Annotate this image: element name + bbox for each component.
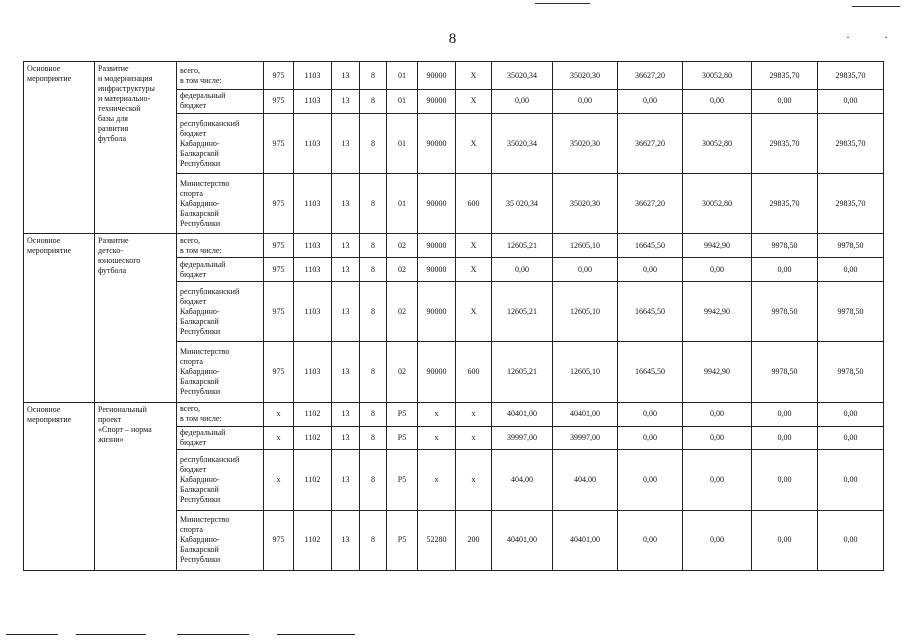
value-cell-v5: 9978,50 xyxy=(752,282,818,342)
table-row xyxy=(24,234,884,258)
value-cell-vr: X xyxy=(456,90,492,114)
value-cell-vr: X xyxy=(456,258,492,282)
scan-mark: · xyxy=(846,30,850,44)
value-cell-v6: 29835,70 xyxy=(818,113,884,173)
value-cell-grbs: х xyxy=(264,450,294,510)
value-cell-c2: 8 xyxy=(360,510,387,570)
value-cell-v1: 35020,34 xyxy=(492,113,553,173)
footer-rule xyxy=(6,634,58,635)
value-cell-v2: 12605,10 xyxy=(553,234,618,258)
value-cell-c2: 8 xyxy=(360,174,387,234)
value-cell-grbs: 975 xyxy=(264,234,294,258)
value-cell-v5: 0,00 xyxy=(752,450,818,510)
value-cell-v3: 0,00 xyxy=(618,426,683,450)
value-cell-v4: 0,00 xyxy=(683,426,752,450)
value-cell-v5: 29835,70 xyxy=(752,62,818,90)
value-cell-vr: X xyxy=(456,282,492,342)
value-cell-v2: 0,00 xyxy=(553,90,618,114)
value-cell-vr: х xyxy=(456,450,492,510)
value-cell-c4: 90000 xyxy=(418,90,456,114)
value-cell-c1: 13 xyxy=(332,174,360,234)
value-cell-c4: 90000 xyxy=(418,234,456,258)
page-number: 8 xyxy=(448,31,457,47)
value-cell-c4: 90000 xyxy=(418,282,456,342)
funding-source-cell: федеральный бюджет xyxy=(177,258,264,282)
value-cell-c2: 8 xyxy=(360,90,387,114)
value-cell-c1: 13 xyxy=(332,90,360,114)
value-cell-rzpr: 1102 xyxy=(294,426,332,450)
funding-source-cell: республиканский бюджет Кабардино- Балкарской Республики xyxy=(177,113,264,173)
value-cell-grbs: 975 xyxy=(264,62,294,90)
table-row xyxy=(24,402,884,426)
value-cell-rzpr: 1103 xyxy=(294,90,332,114)
value-cell-c1: 13 xyxy=(332,402,360,426)
funding-source-cell: всего, в том числе: xyxy=(177,402,264,426)
value-cell-grbs: 975 xyxy=(264,258,294,282)
value-cell-rzpr: 1103 xyxy=(294,62,332,90)
value-cell-v6: 29835,70 xyxy=(818,62,884,90)
value-cell-v5: 9978,50 xyxy=(752,342,818,402)
footer-rule xyxy=(76,634,146,635)
event-name-cell: Развитие и модернизация инфраструктуры и материально- технической базы для развития футбола xyxy=(95,62,177,234)
value-cell-c3: 02 xyxy=(387,258,418,282)
value-cell-c3: 01 xyxy=(387,174,418,234)
value-cell-v2: 40401,00 xyxy=(553,402,618,426)
value-cell-v5: 0,00 xyxy=(752,402,818,426)
value-cell-rzpr: 1102 xyxy=(294,450,332,510)
value-cell-v5: 29835,70 xyxy=(752,174,818,234)
value-cell-v3: 16645,50 xyxy=(618,234,683,258)
value-cell-c3: 02 xyxy=(387,234,418,258)
value-cell-v4: 9942,90 xyxy=(683,342,752,402)
value-cell-v4: 0,00 xyxy=(683,258,752,282)
value-cell-vr: 600 xyxy=(456,174,492,234)
funding-source-cell: всего, в том числе: xyxy=(177,234,264,258)
value-cell-v3: 36627,20 xyxy=(618,62,683,90)
value-cell-v4: 0,00 xyxy=(683,510,752,570)
value-cell-v2: 12605,10 xyxy=(553,282,618,342)
value-cell-v3: 16645,50 xyxy=(618,282,683,342)
value-cell-v4: 30052,80 xyxy=(683,62,752,90)
value-cell-c1: 13 xyxy=(332,342,360,402)
value-cell-grbs: 975 xyxy=(264,90,294,114)
value-cell-v1: 12605,21 xyxy=(492,282,553,342)
value-cell-c2: 8 xyxy=(360,426,387,450)
value-cell-vr: 200 xyxy=(456,510,492,570)
value-cell-c1: 13 xyxy=(332,426,360,450)
value-cell-v5: 0,00 xyxy=(752,90,818,114)
value-cell-v6: 9978,50 xyxy=(818,234,884,258)
value-cell-v6: 0,00 xyxy=(818,258,884,282)
value-cell-v1: 35 020,34 xyxy=(492,174,553,234)
value-cell-v1: 0,00 xyxy=(492,258,553,282)
value-cell-vr: х xyxy=(456,426,492,450)
top-rule xyxy=(535,3,590,4)
footer-rule xyxy=(177,634,249,635)
value-cell-v6: 9978,50 xyxy=(818,342,884,402)
value-cell-v5: 29835,70 xyxy=(752,113,818,173)
value-cell-v2: 35020,30 xyxy=(553,62,618,90)
value-cell-v3: 0,00 xyxy=(618,402,683,426)
value-cell-rzpr: 1103 xyxy=(294,342,332,402)
value-cell-v4: 0,00 xyxy=(683,402,752,426)
event-name-cell: Региональный проект «Спорт – норма жизни» xyxy=(95,402,177,570)
value-cell-c4: х xyxy=(418,426,456,450)
value-cell-v1: 12605,21 xyxy=(492,342,553,402)
scan-mark: · xyxy=(884,30,888,44)
value-cell-c4: 90000 xyxy=(418,258,456,282)
value-cell-v2: 39997,00 xyxy=(553,426,618,450)
value-cell-vr: 600 xyxy=(456,342,492,402)
value-cell-v4: 30052,80 xyxy=(683,113,752,173)
value-cell-v4: 9942,90 xyxy=(683,234,752,258)
value-cell-v4: 0,00 xyxy=(683,90,752,114)
value-cell-vr: X xyxy=(456,62,492,90)
value-cell-c1: 13 xyxy=(332,450,360,510)
value-cell-c4: х xyxy=(418,450,456,510)
value-cell-grbs: 975 xyxy=(264,282,294,342)
value-cell-c2: 8 xyxy=(360,113,387,173)
top-rule xyxy=(852,6,900,7)
value-cell-rzpr: 1103 xyxy=(294,234,332,258)
value-cell-c2: 8 xyxy=(360,402,387,426)
value-cell-v4: 0,00 xyxy=(683,450,752,510)
value-cell-vr: X xyxy=(456,113,492,173)
event-name-cell: Развитие детско- юношеского футбола xyxy=(95,234,177,402)
value-cell-v1: 40401,00 xyxy=(492,402,553,426)
value-cell-grbs: 975 xyxy=(264,510,294,570)
value-cell-v6: 0,00 xyxy=(818,510,884,570)
value-cell-v5: 0,00 xyxy=(752,510,818,570)
value-cell-rzpr: 1103 xyxy=(294,258,332,282)
value-cell-c1: 13 xyxy=(332,282,360,342)
value-cell-c3: 02 xyxy=(387,342,418,402)
event-type-cell: Основное мероприятие xyxy=(24,62,95,234)
value-cell-v1: 39997,00 xyxy=(492,426,553,450)
value-cell-v3: 16645,50 xyxy=(618,342,683,402)
footer-rule xyxy=(277,634,355,635)
funding-source-cell: всего, в том числе: xyxy=(177,62,264,90)
value-cell-v6: 29835,70 xyxy=(818,174,884,234)
value-cell-v3: 0,00 xyxy=(618,90,683,114)
funding-source-cell: федеральный бюджет xyxy=(177,426,264,450)
value-cell-rzpr: 1102 xyxy=(294,510,332,570)
value-cell-c1: 13 xyxy=(332,258,360,282)
value-cell-c4: 90000 xyxy=(418,174,456,234)
value-cell-v3: 36627,20 xyxy=(618,174,683,234)
value-cell-vr: X xyxy=(456,234,492,258)
value-cell-v3: 36627,20 xyxy=(618,113,683,173)
budget-table-body xyxy=(24,62,884,571)
value-cell-v2: 404,00 xyxy=(553,450,618,510)
value-cell-c1: 13 xyxy=(332,62,360,90)
value-cell-grbs: 975 xyxy=(264,113,294,173)
value-cell-grbs: 975 xyxy=(264,342,294,402)
value-cell-v6: 0,00 xyxy=(818,426,884,450)
value-cell-grbs: х xyxy=(264,402,294,426)
funding-source-cell: федеральный бюджет xyxy=(177,90,264,114)
value-cell-v6: 0,00 xyxy=(818,402,884,426)
value-cell-v1: 12605,21 xyxy=(492,234,553,258)
value-cell-c1: 13 xyxy=(332,234,360,258)
value-cell-c3: P5 xyxy=(387,450,418,510)
value-cell-v4: 9942,90 xyxy=(683,282,752,342)
value-cell-v2: 35020,30 xyxy=(553,174,618,234)
value-cell-v6: 0,00 xyxy=(818,450,884,510)
funding-source-cell: республиканский бюджет Кабардино- Балкарской Республики xyxy=(177,282,264,342)
value-cell-rzpr: 1103 xyxy=(294,282,332,342)
value-cell-v3: 0,00 xyxy=(618,450,683,510)
value-cell-v2: 0,00 xyxy=(553,258,618,282)
event-type-cell: Основное мероприятие xyxy=(24,234,95,402)
value-cell-c3: 01 xyxy=(387,113,418,173)
value-cell-v6: 9978,50 xyxy=(818,282,884,342)
funding-source-cell: республиканский бюджет Кабардино- Балкарской Республики xyxy=(177,450,264,510)
value-cell-c4: 90000 xyxy=(418,342,456,402)
value-cell-v6: 0,00 xyxy=(818,90,884,114)
value-cell-c4: х xyxy=(418,402,456,426)
value-cell-vr: х xyxy=(456,402,492,426)
budget-table xyxy=(23,61,884,571)
value-cell-c3: P5 xyxy=(387,426,418,450)
value-cell-c2: 8 xyxy=(360,282,387,342)
table-row xyxy=(24,62,884,90)
value-cell-c3: 01 xyxy=(387,62,418,90)
value-cell-c1: 13 xyxy=(332,113,360,173)
value-cell-v2: 12605,10 xyxy=(553,342,618,402)
value-cell-c3: 02 xyxy=(387,282,418,342)
value-cell-grbs: х xyxy=(264,426,294,450)
funding-source-cell: Министерство спорта Кабардино- Балкарской Республики xyxy=(177,174,264,234)
value-cell-v5: 0,00 xyxy=(752,258,818,282)
value-cell-c2: 8 xyxy=(360,342,387,402)
value-cell-v1: 40401,00 xyxy=(492,510,553,570)
value-cell-c3: P5 xyxy=(387,510,418,570)
value-cell-c2: 8 xyxy=(360,258,387,282)
value-cell-c2: 8 xyxy=(360,62,387,90)
value-cell-c1: 13 xyxy=(332,510,360,570)
value-cell-c2: 8 xyxy=(360,450,387,510)
value-cell-v2: 40401,00 xyxy=(553,510,618,570)
value-cell-v3: 0,00 xyxy=(618,258,683,282)
value-cell-rzpr: 1103 xyxy=(294,174,332,234)
funding-source-cell: Министерство спорта Кабардино- Балкарской Республики xyxy=(177,342,264,402)
value-cell-c2: 8 xyxy=(360,234,387,258)
funding-source-cell: Министерство спорта Кабардино- Балкарской Республики xyxy=(177,510,264,570)
value-cell-v1: 404,00 xyxy=(492,450,553,510)
value-cell-c4: 52280 xyxy=(418,510,456,570)
value-cell-c3: P5 xyxy=(387,402,418,426)
value-cell-v2: 35020,30 xyxy=(553,113,618,173)
value-cell-v3: 0,00 xyxy=(618,510,683,570)
value-cell-v1: 0,00 xyxy=(492,90,553,114)
event-type-cell: Основное мероприятие xyxy=(24,402,95,570)
value-cell-v5: 0,00 xyxy=(752,426,818,450)
value-cell-rzpr: 1103 xyxy=(294,113,332,173)
value-cell-c4: 90000 xyxy=(418,113,456,173)
value-cell-v4: 30052,80 xyxy=(683,174,752,234)
value-cell-grbs: 975 xyxy=(264,174,294,234)
value-cell-c3: 01 xyxy=(387,90,418,114)
value-cell-c4: 90000 xyxy=(418,62,456,90)
value-cell-rzpr: 1102 xyxy=(294,402,332,426)
value-cell-v1: 35020,34 xyxy=(492,62,553,90)
value-cell-v5: 9978,50 xyxy=(752,234,818,258)
